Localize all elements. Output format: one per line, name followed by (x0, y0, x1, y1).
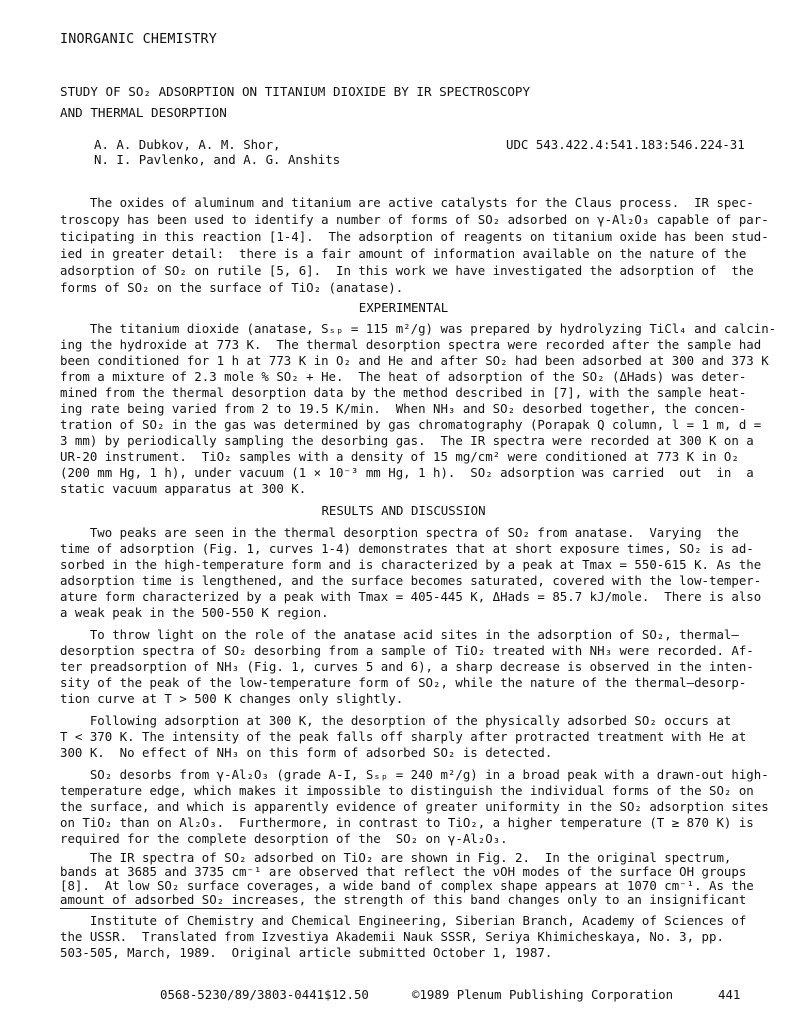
text-line: tration of SO₂ in the gas was determined by gas chromatography (Porapak Q column, l = 1 m, d = (60, 417, 762, 432)
text-line: To throw light on the role of the anatase acid sites in the adsorption of SO₂, thermal— (60, 627, 739, 642)
text-line: T < 370 K. The intensity of the peak falls off sharply after protracted treatment with He at (60, 729, 747, 744)
text-line: The IR spectra of SO₂ adsorbed on TiO₂ are shown in Fig. 2. In the original spectrum, (60, 850, 732, 865)
text-line: SO₂ desorbs from γ-Al₂O₃ (grade A-I, Sₛₚ = 240 m²/g) in a broad peak with a drawn-out high- (60, 767, 769, 782)
footnote-line: 503-505, March, 1989. Original article submitted October 1, 1987. (60, 945, 553, 960)
text-line: tion curve at T > 500 K changes only slightly. (60, 691, 404, 706)
text-line: ature form characterized by a peak with Tmax = 405-445 K, ΔHads = 85.7 kJ/mole. There is also (60, 589, 762, 604)
footnote-divider (60, 908, 268, 909)
copyright-notice: ©1989 Plenum Publishing Corporation (412, 987, 674, 1002)
page-number: 441 (718, 987, 741, 1002)
text-line: adsorption of SO₂ on rutile [5, 6]. In this work we have investigated the adsorption of the (60, 263, 754, 278)
text-line: ing rate being varied from 2 to 19.5 K/min. When NH₃ and SO₂ desorbed together, the concen- (60, 401, 747, 416)
text-line: [8]. At low SO₂ surface coverages, a wide band of complex shape appears at 1070 cm⁻¹. As the (60, 878, 754, 893)
text-line: from a mixture of 2.3 mole % SO₂ + He. The heat of adsorption of the SO₂ (ΔHads) was deter- (60, 369, 747, 384)
text-line: 300 K. No effect of NH₃ on this form of adsorbed SO₂ is detected. (60, 745, 553, 760)
udc-code: UDC 543.422.4:541.183:546.224-31 (506, 137, 745, 152)
text-line: adsorption time is lengthened, and the surface becomes saturated, covered with the low-temper- (60, 573, 762, 588)
text-line: UR-20 instrument. TiO₂ samples with a density of 15 mg/cm² were conditioned at 773 K in O₂ (60, 449, 739, 464)
text-line: troscopy has been used to identify a number of forms of SO₂ adsorbed on γ-Al₂O₃ capable of par- (60, 212, 769, 227)
text-line: ticipating in this reaction [1-4]. The adsorption of reagents on titanium oxide has been stud- (60, 229, 769, 244)
text-line: mined from the thermal desorption data by the method described in [7], with the sample heat- (60, 385, 747, 400)
text-line: forms of SO₂ on the surface of TiO₂ (anatase). (60, 280, 404, 295)
text-line: bands at 3685 and 3735 cm⁻¹ are observed that reflect the νOH modes of the surface OH groups (60, 864, 747, 879)
text-line: The oxides of aluminum and titanium are active catalysts for the Claus process. IR spec- (60, 195, 754, 210)
text-line: been conditioned for 1 h at 773 K in O₂ and He and after SO₂ had been adsorbed at 300 and 373 K (60, 353, 769, 368)
text-line: ter preadsorption of NH₃ (Fig. 1, curves 5 and 6), a sharp decrease is observed in the inten- (60, 659, 754, 674)
text-line: time of adsorption (Fig. 1, curves 1-4) demonstrates that at short exposure times, SO₂ is ad- (60, 541, 754, 556)
text-line: required for the complete desorption of the SO₂ on γ-Al₂O₃. (60, 831, 508, 846)
text-line: sity of the peak of the low-temperature form of SO₂, while the nature of the thermal—desorp- (60, 675, 747, 690)
text-line: Two peaks are seen in the thermal desorption spectra of SO₂ from anatase. Varying the (60, 525, 739, 540)
experimental-heading: EXPERIMENTAL (358, 300, 449, 315)
footnote-line: the USSR. Translated from Izvestiya Akademii Nauk SSSR, Seriya Khimicheskaya, No. 3, pp. (60, 929, 724, 944)
text-line: (200 mm Hg, 1 h), under vacuum (1 × 10⁻³ mm Hg, 1 h). SO₂ adsorption was carried out in a (60, 465, 754, 480)
text-line: Following adsorption at 300 K, the desorption of the physically adsorbed SO₂ occurs at (60, 713, 732, 728)
journal-section-heading: INORGANIC CHEMISTRY (60, 32, 217, 47)
text-line: a weak peak in the 500-550 K region. (60, 605, 329, 620)
text-line: temperature edge, which makes it impossible to distinguish the individual forms of the SO₂ on (60, 783, 754, 798)
price-code: 0568-5230/89/3803-0441$12.50 (160, 987, 369, 1002)
text-line: The titanium dioxide (anatase, Sₛₚ = 115 m²/g) was prepared by hydrolyzing TiCl₄ and calcin- (60, 321, 777, 336)
paper-title-line-2: AND THERMAL DESORPTION (60, 105, 227, 120)
footnote-line: Institute of Chemistry and Chemical Engineering, Siberian Branch, Academy of Sciences of (60, 913, 747, 928)
text-line: ing the hydroxide at 773 K. The thermal desorption spectra were recorded after the sample had (60, 337, 762, 352)
text-line: 3 mm) by periodically sampling the desorbing gas. The IR spectra were recorded at 300 K on a (60, 433, 754, 448)
paper-title-line-1: STUDY OF SO₂ ADSORPTION ON TITANIUM DIOXIDE BY IR SPECTROSCOPY (60, 84, 531, 99)
text-line: static vacuum apparatus at 300 K. (60, 481, 307, 496)
authors-line-2: N. I. Pavlenko, and A. G. Anshits (94, 152, 341, 167)
text-line: sorbed in the high-temperature form and is characterized by a peak at Tmax = 550-615 K. As the (60, 557, 762, 572)
text-line: the surface, and which is apparently evidence of greater uniformity in the SO₂ adsorption sites (60, 799, 769, 814)
authors-line-1: A. A. Dubkov, A. M. Shor, (94, 137, 281, 152)
results-heading: RESULTS AND DISCUSSION (321, 503, 486, 518)
text-line: on TiO₂ than on Al₂O₃. Furthermore, in contrast to TiO₂, a higher temperature (T ≥ 870 K) is (60, 815, 754, 830)
text-line: desorption spectra of SO₂ desorbing from a sample of TiO₂ treated with NH₃ were recorded. Af- (60, 643, 754, 658)
text-line: ied in greater detail: there is a fair amount of information available on the nature of the (60, 246, 747, 261)
text-line: amount of adsorbed SO₂ increases, the strength of this band changes only to an insignificant (60, 892, 747, 907)
